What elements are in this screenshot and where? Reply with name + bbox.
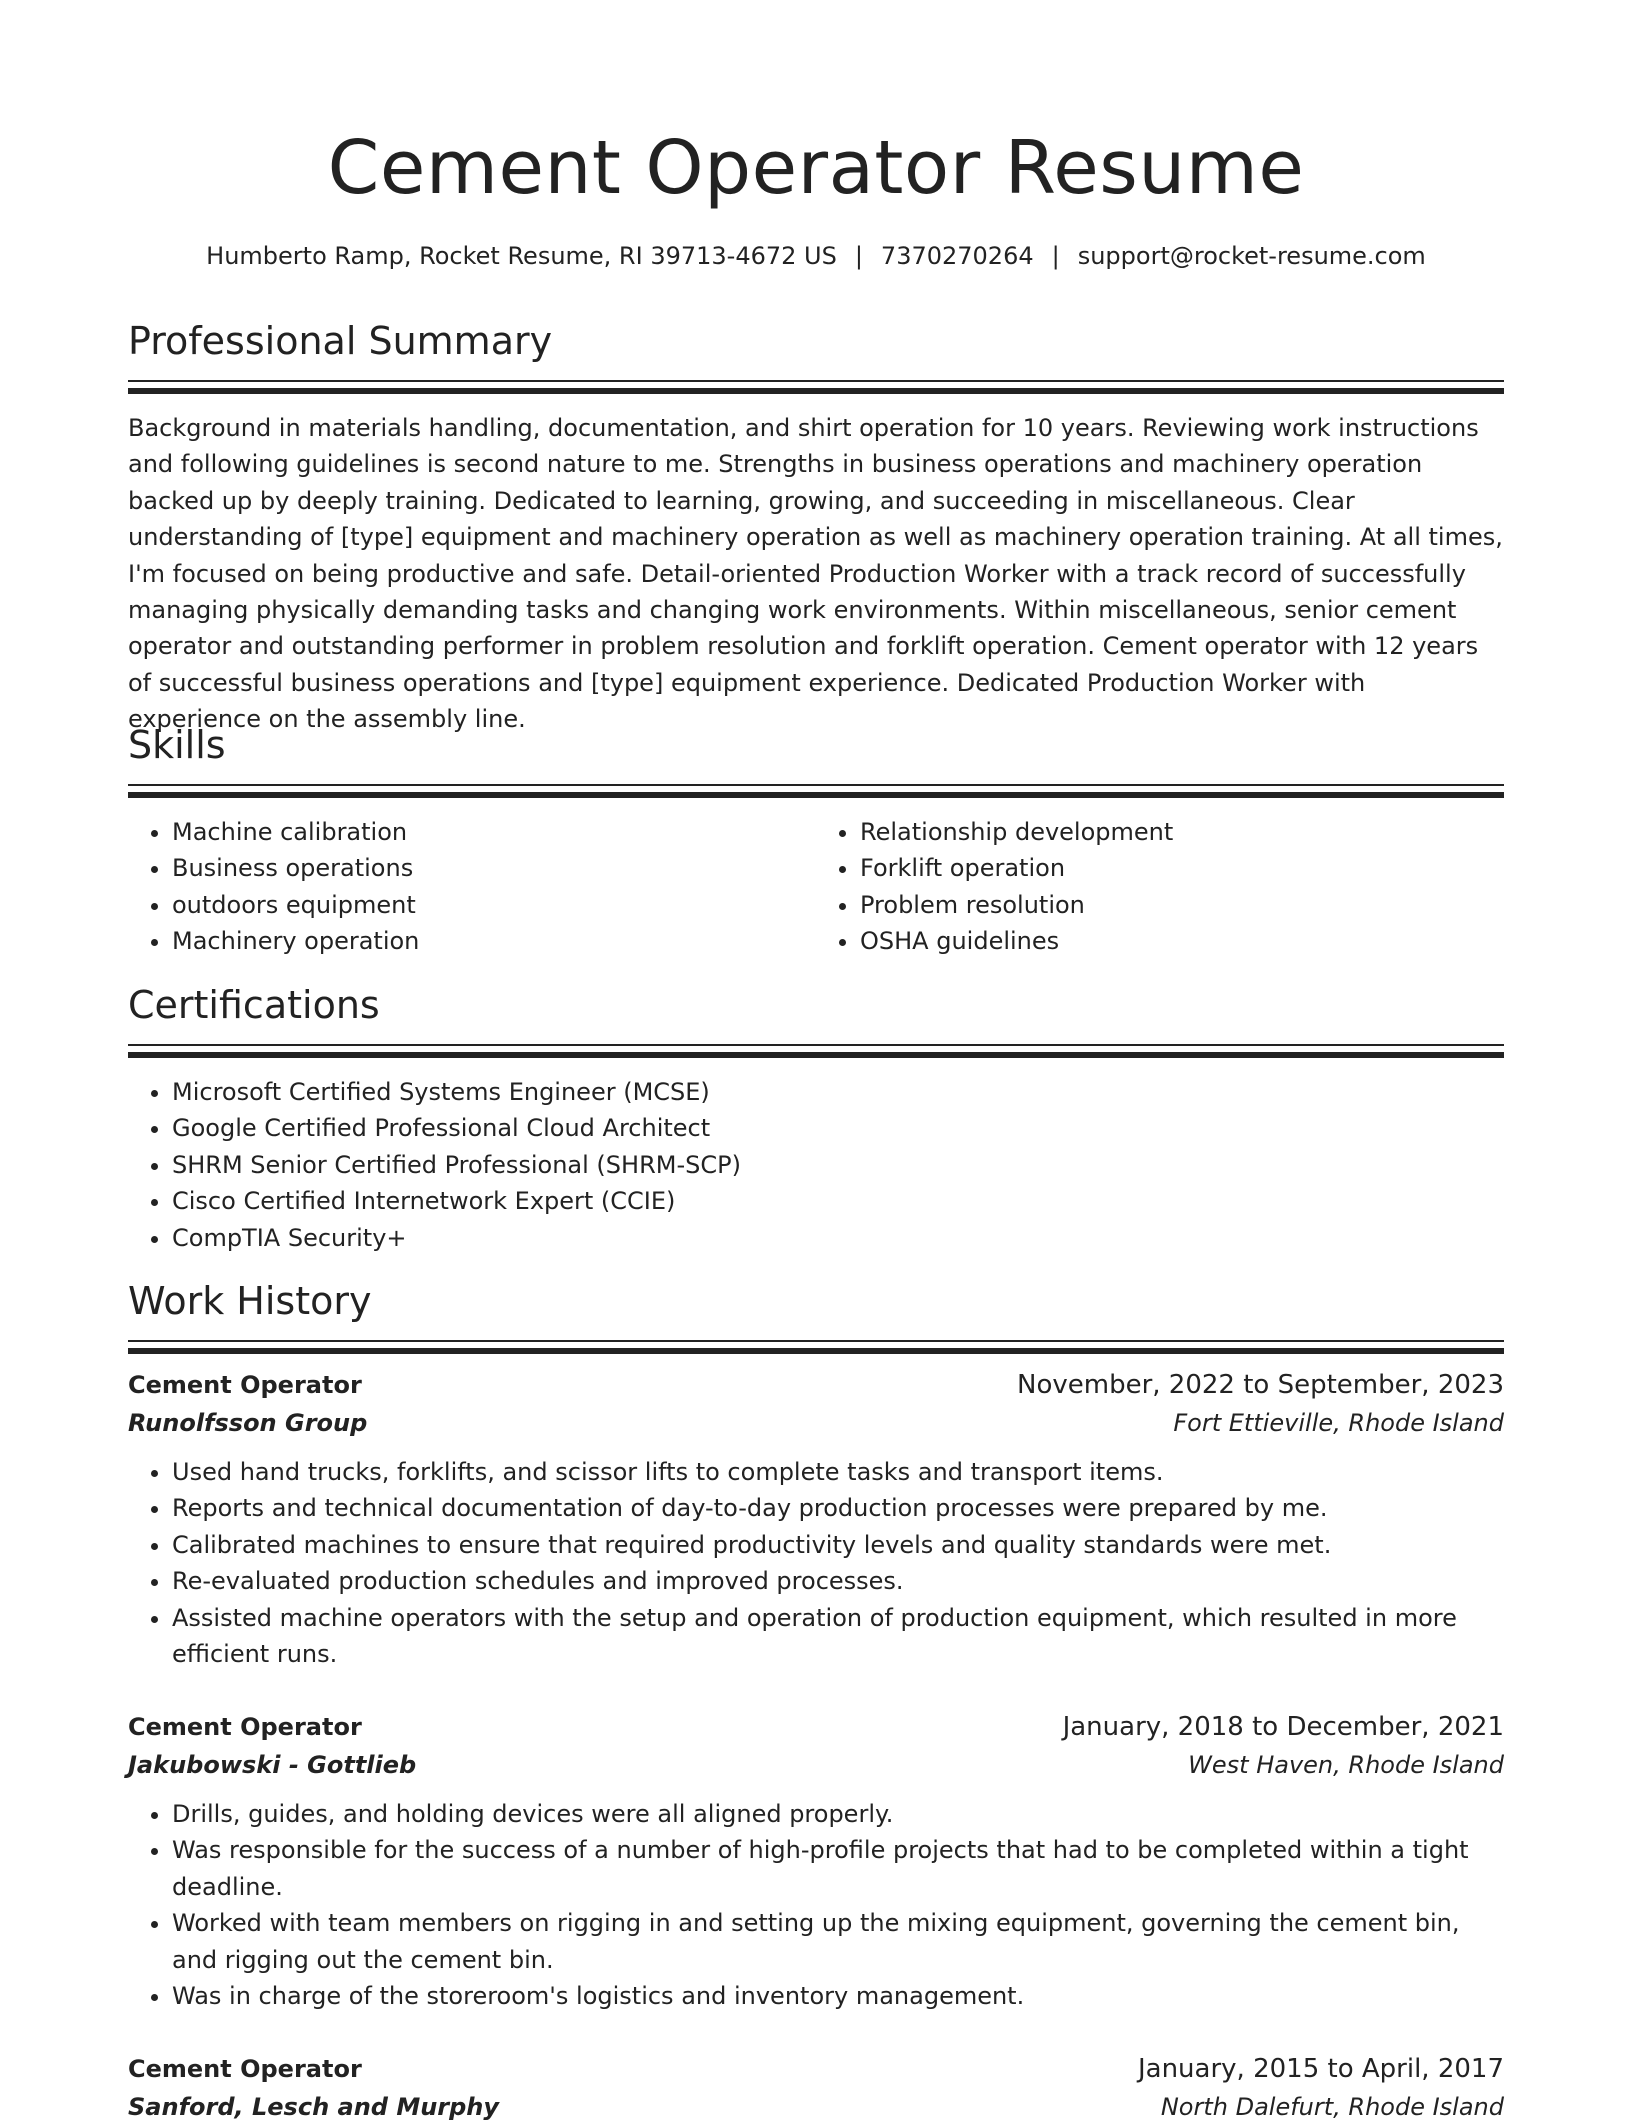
- contact-separator: |: [854, 242, 863, 270]
- section-heading-summary: Professional Summary: [128, 319, 553, 363]
- job-dates: January, 2015 to April, 2017: [1137, 2054, 1504, 2084]
- contact-address: Humberto Ramp, Rocket Resume, RI 39713-4672 US: [206, 242, 837, 270]
- skill-item: • Business operations: [172, 850, 816, 886]
- job-company: Sanford, Lesch and Murphy: [128, 2093, 500, 2121]
- contact-separator: |: [1051, 242, 1060, 270]
- contact-line: [128, 236, 1504, 276]
- certification-item: • Google Certified Professional Cloud Architect: [172, 1110, 1504, 1146]
- certification-item: • SHRM Senior Certified Professional (SHRM-SCP): [172, 1147, 1504, 1183]
- job-bullet: • Drills, guides, and holding devices were all aligned properly.: [172, 1796, 1504, 1832]
- work-history-section: [128, 1276, 1504, 1354]
- summary-text: Background in materials handling, documentation, and shirt operation for 10 years. Reviewing work instructions and following guidelines is second nature to me. Strengths in business operations and machinery operation backed up by deeply training. Dedicated to learning, growing, and succeeding in miscellaneous. Clear understanding of [type] equipment and machinery operation as well as machinery operation training. At all times, I'm focused on being productive and safe. Detail-oriented Production Worker with a track record of successfully managing physically demanding tasks and changing work environments. Within miscellaneous, senior cement operator and outstanding performer in problem resolution and forklift operation. Cement operator with 12 years of successful business operations and [type] equipment experience. Dedicated Production Worker with experience on the assembly line.: [128, 414, 1503, 734]
- certification-item: • Microsoft Certified Systems Engineer (MCSE): [172, 1074, 1504, 1110]
- job-bullet: • Was responsible for the success of a number of high-profile projects that had to be completed within a tight deadline.: [172, 1832, 1504, 1905]
- job-dates: November, 2022 to September, 2023: [1017, 1370, 1504, 1400]
- job-bullet: • Re-evaluated production schedules and improved processes.: [172, 1563, 1504, 1599]
- skill-item: • Relationship development: [860, 814, 1504, 850]
- job-title: Cement Operator: [128, 2055, 362, 2083]
- contact-phone: 7370270264: [880, 242, 1034, 270]
- certifications-list: [128, 1074, 1504, 1256]
- section-divider: [128, 1340, 1504, 1354]
- job-bullet: • Assisted machine operators with the setup and operation of production equipment, which resulted in more efficient runs.: [172, 1600, 1504, 1673]
- skill-item: • Forklift operation: [860, 850, 1504, 886]
- job-title: Cement Operator: [128, 1713, 362, 1741]
- section-heading-work-history: Work History: [128, 1279, 372, 1323]
- section-divider: [128, 380, 1504, 394]
- section-divider: [128, 784, 1504, 798]
- skill-item: • OSHA guidelines: [860, 923, 1504, 959]
- job-bullet: • Used hand trucks, forklifts, and scissor lifts to complete tasks and transport items.: [172, 1454, 1504, 1490]
- certification-item: • CompTIA Security+: [172, 1220, 1504, 1256]
- job-bullet: • Was in charge of the storeroom's logistics and inventory management.: [172, 1978, 1504, 2014]
- skills-list-left: [128, 814, 816, 960]
- skill-item: • Machinery operation: [172, 923, 816, 959]
- job-dates: January, 2018 to December, 2021: [1062, 1712, 1504, 1742]
- section-heading-certifications: Certifications: [128, 983, 380, 1027]
- job-bullets: [128, 1796, 1504, 2014]
- job-location: Fort Ettieville, Rhode Island: [1173, 1409, 1504, 1437]
- contact-email: support@rocket-resume.com: [1077, 242, 1426, 270]
- job-location: North Dalefurt, Rhode Island: [1160, 2093, 1504, 2121]
- page-title: Cement Operator Resume: [327, 125, 1305, 211]
- certification-item: • Cisco Certified Internetwork Expert (CCIE): [172, 1183, 1504, 1219]
- section-heading-skills: Skills: [128, 723, 226, 767]
- certifications-section: [128, 980, 1504, 1256]
- job-company: Jakubowski - Gottlieb: [128, 1751, 417, 1779]
- job-bullets: [128, 1454, 1504, 1672]
- job-bullet: • Worked with team members on rigging in and setting up the mixing equipment, governing the cement bin, and rigging out the cement bin.: [172, 1905, 1504, 1978]
- skills-section: [128, 720, 1504, 960]
- section-divider: [128, 1044, 1504, 1058]
- job-bullet: • Reports and technical documentation of day-to-day production processes were prepared by me.: [172, 1490, 1504, 1526]
- skills-grid: [128, 814, 1504, 960]
- skill-item: • Problem resolution: [860, 887, 1504, 923]
- skill-item: • outdoors equipment: [172, 887, 816, 923]
- job-entry: [128, 1366, 1504, 1672]
- job-title: Cement Operator: [128, 1371, 362, 1399]
- skills-list-right: [816, 814, 1504, 960]
- job-location: West Haven, Rhode Island: [1188, 1751, 1504, 1779]
- job-entry: [128, 2050, 1504, 2126]
- skill-item: • Machine calibration: [172, 814, 816, 850]
- job-bullet: • Calibrated machines to ensure that required productivity levels and quality standards were met.: [172, 1527, 1504, 1563]
- job-entry: [128, 1708, 1504, 2014]
- summary-section: [128, 316, 1504, 738]
- job-company: Runolfsson Group: [128, 1409, 368, 1437]
